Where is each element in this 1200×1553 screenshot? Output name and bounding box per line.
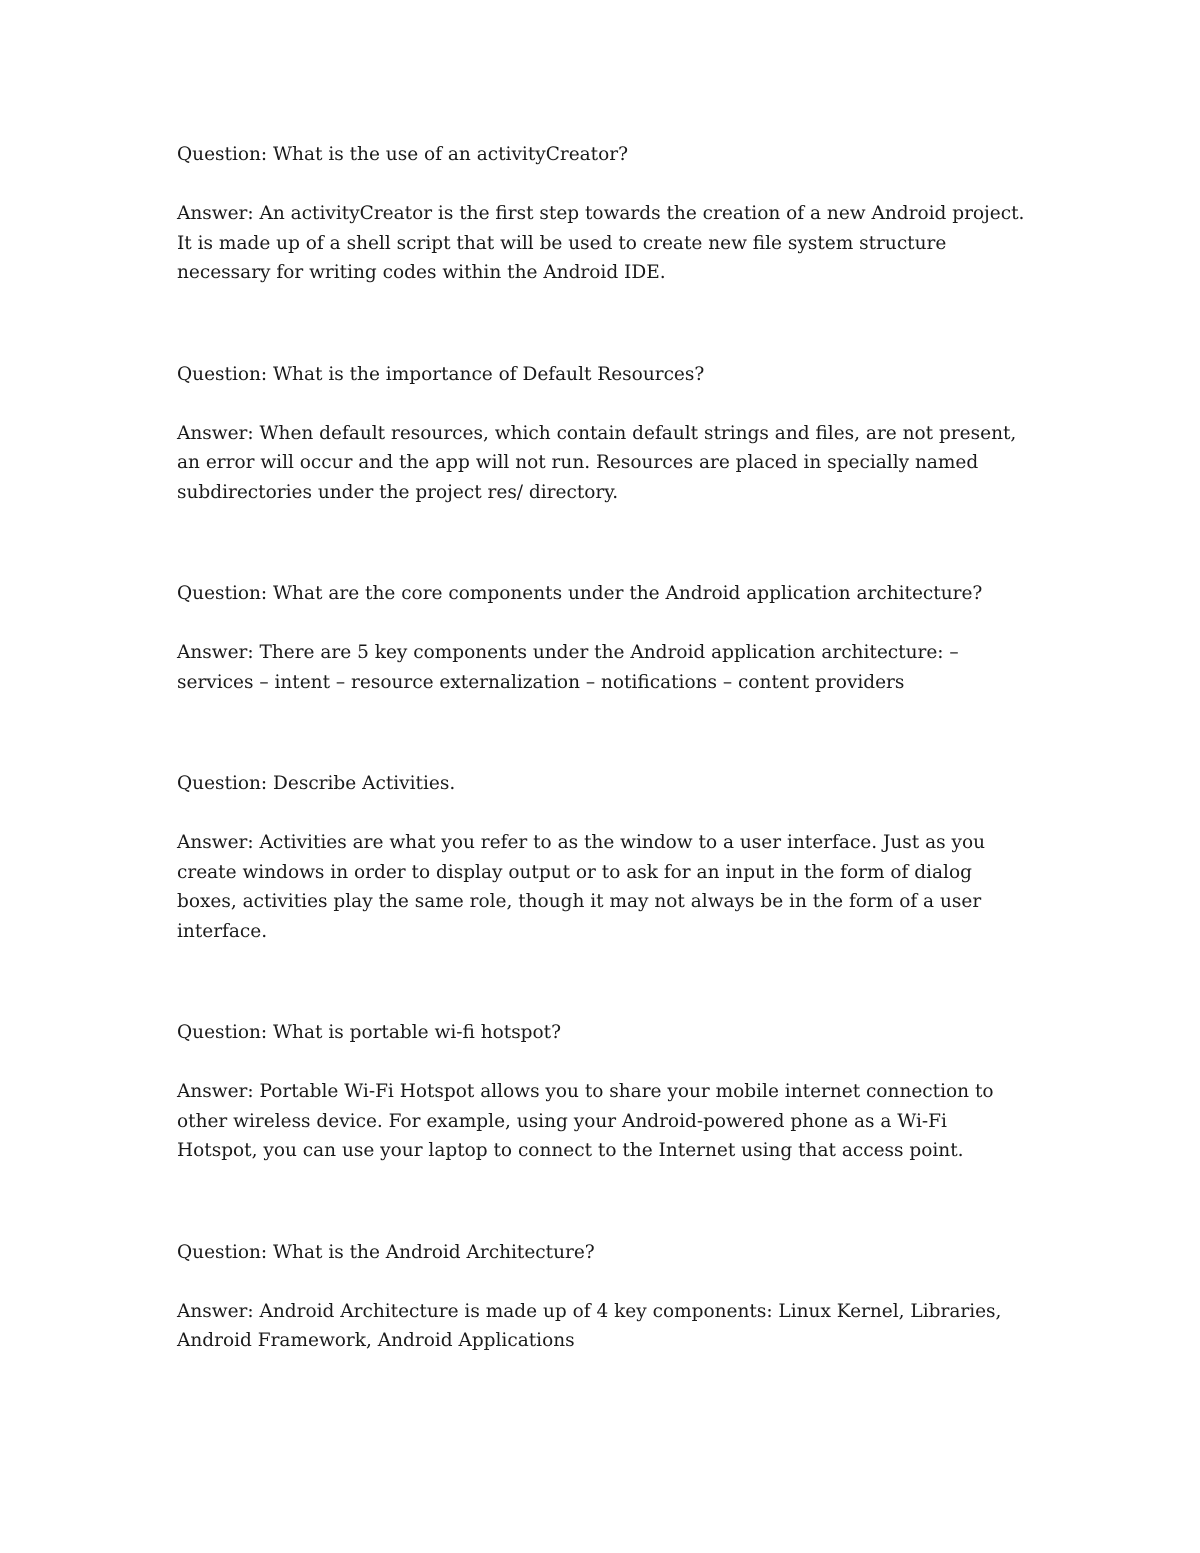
answer-text: Answer: There are 5 key components under the Android application architecture: – services – intent – resource externalization – notifications – content providers [177, 642, 959, 693]
question-text: Question: What is the use of an activityCreator? [177, 144, 629, 165]
question-text: Question: Describe Activities. [177, 773, 456, 794]
question-text: Question: What is portable wi-fi hotspot? [177, 1022, 562, 1043]
question-text: Question: What is the importance of Default Resources? [177, 363, 705, 385]
qa-item-activities [177, 769, 1027, 946]
question-text: Question: What are the core components under the Android application architecture? [177, 583, 983, 604]
qa-item-android-architecture [177, 1238, 1027, 1356]
question-text: Question: What is the Android Architecture? [177, 1241, 595, 1263]
qa-item-wifi-hotspot [177, 1018, 1027, 1166]
answer-text: Answer: Android Architecture is made up of 4 key components: Linux Kernel, Libraries, Android Framework, Android Applications [177, 1300, 1002, 1351]
document-body [177, 140, 1027, 1356]
answer-text: Answer: Activities are what you refer to as the window to a user interface. Just as you create windows in order to display output or to ask for an input in the form of dialog boxes, activities play the same role, though it may not always be in the form of a user interface. [177, 832, 986, 942]
qa-item-default-resources [177, 360, 1027, 508]
answer-text: Answer: When default resources, which contain default strings and files, are not present, an error will occur and the app will not run. Resources are placed in specially named subdirectories under the project res/ directory. [177, 422, 1017, 503]
qa-item-activitycreator [177, 140, 1027, 288]
answer-text: Answer: Portable Wi-Fi Hotspot allows you to share your mobile internet connection to other wireless device. For example, using your Android-powered phone as a Wi-Fi Hotspot, you can use your laptop to connect to the Internet using that access point. [177, 1081, 994, 1161]
answer-text: Answer: An activityCreator is the first step towards the creation of a new Android project. It is made up of a shell script that will be used to create new file system structure necessary for writing codes within the Android IDE. [177, 203, 1025, 283]
qa-item-core-components [177, 579, 1027, 697]
